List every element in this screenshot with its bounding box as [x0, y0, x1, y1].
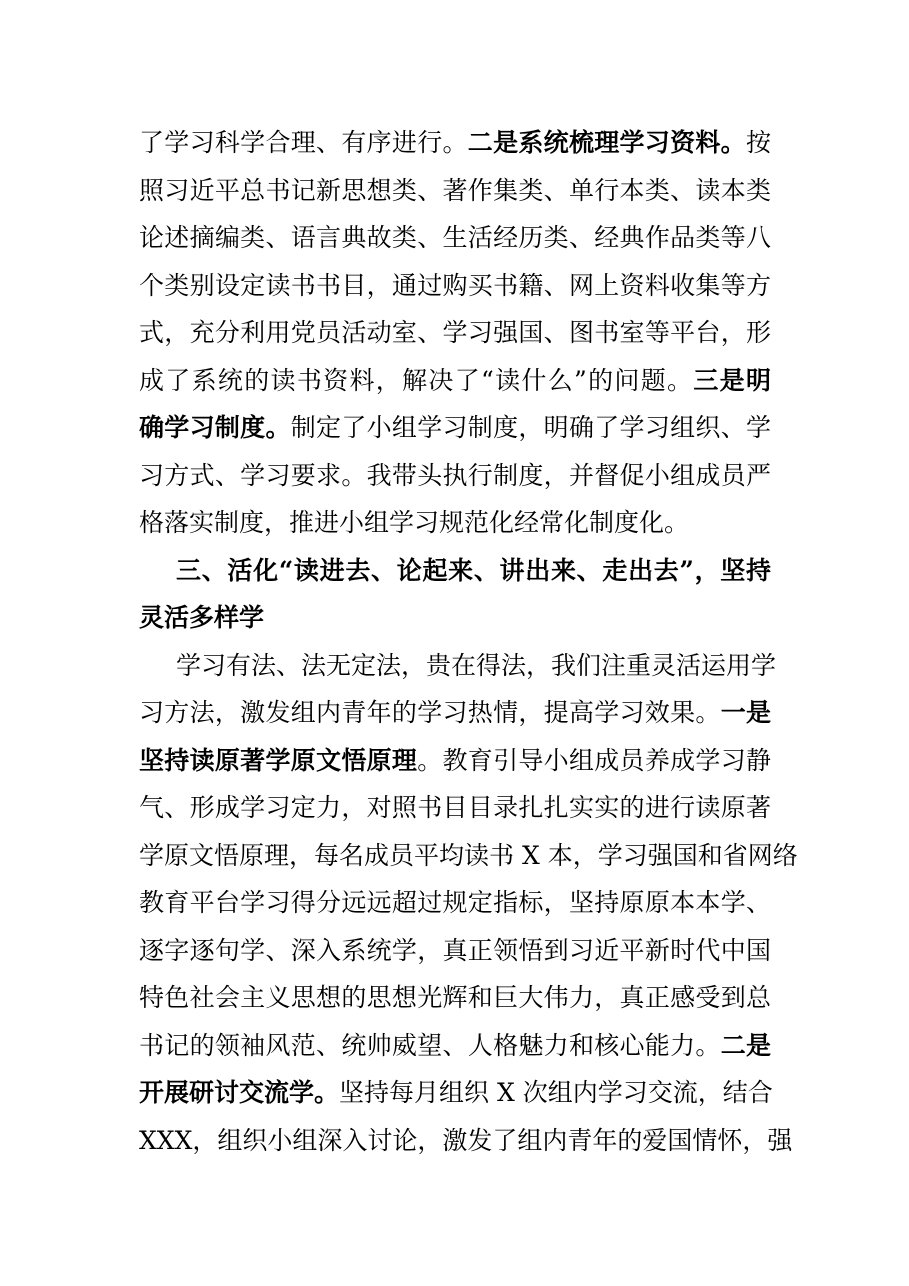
text-line [139, 978, 771, 1018]
text-line [139, 456, 771, 496]
bold-text-segment: 三是明 [693, 366, 771, 395]
text-segment: 按 [745, 128, 771, 157]
text-line [139, 313, 771, 353]
bold-text-segment: 二是系统梳理学习资料。 [467, 128, 746, 157]
text-line [139, 1026, 771, 1066]
text-line [139, 883, 771, 923]
text-segment: 习方法，激发组内青年的学习热情，提高学习效果。 [139, 698, 721, 727]
text-line [139, 171, 771, 211]
text-line [139, 931, 771, 971]
bold-text-segment: 坚持读原著学原文悟原理 [139, 746, 418, 775]
bold-text-segment: 开展研讨交流学。 [139, 1078, 340, 1107]
text-line [139, 1121, 793, 1161]
bold-text-segment: 灵活多样学 [139, 603, 265, 632]
text-segment: 。教育引导小组成员养成学习静 [417, 746, 771, 775]
text-segment: 特色社会主义思想的思想光辉和巨大伟力，真正感受到总 [139, 983, 771, 1012]
text-segment: 学习有法、法无定法，贵在得法，我们注重灵活运用学 [176, 651, 777, 680]
text-segment: 习方式、学习要求。我带头执行制度，并督促小组成员严 [139, 461, 771, 490]
text-line [139, 693, 771, 733]
text-segment: 学原文悟原理，每名成员平均读书 X 本，学习强国和省网络 [139, 841, 798, 870]
text-segment: 教育平台学习得分远远超过规定指标，坚持原原本本学、 [139, 888, 771, 917]
text-line [139, 408, 771, 448]
bold-text-segment: 一是 [720, 698, 771, 727]
text-segment: 气、形成学习定力，对照书目目录扎扎实实的进行读原著 [139, 793, 771, 822]
bold-text-segment: 确学习制度。 [139, 413, 291, 442]
text-segment: 逐字逐句学、深入系统学，真正领悟到习近平新时代中国 [139, 936, 771, 965]
text-line [139, 1073, 771, 1113]
text-line [139, 266, 771, 306]
text-line [139, 361, 771, 401]
text-segment: 格落实制度，推进小组学习规范化经常化制度化。 [139, 508, 690, 537]
text-line [139, 741, 771, 781]
text-line [139, 598, 771, 638]
text-segment: 制定了小组学习制度，明确了学习组织、学 [290, 413, 771, 442]
text-segment: 式，充分利用党员活动室、学习强国、图书室等平台，形 [139, 318, 771, 347]
text-segment: XXX，组织小组深入讨论，激发了组内青年的爱国情怀，强 [139, 1126, 793, 1155]
text-line [139, 123, 771, 163]
text-segment: 坚持每月组织 X 次组内学习交流，结合 [339, 1078, 773, 1107]
text-segment: 书记的领袖风范、统帅威望、人格魅力和核心能力。 [139, 1031, 721, 1060]
text-line [176, 646, 777, 686]
text-segment: 成了系统的读书资料，解决了“读什么”的问题。 [139, 366, 694, 395]
text-line [176, 551, 771, 591]
text-segment: 照习近平总书记新思想类、著作集类、单行本类、读本类 [139, 176, 771, 205]
bold-text-segment: 三、活化“读进去、论起来、讲出来、走出去”，坚持 [176, 556, 771, 585]
text-segment: 论述摘编类、语言典故类、生活经历类、经典作品类等八 [139, 223, 771, 252]
text-segment: 了学习科学合理、有序进行。 [139, 128, 468, 157]
text-line [139, 836, 798, 876]
text-segment: 个类别设定读书书目，通过购买书籍、网上资料收集等方 [139, 271, 771, 300]
text-line [139, 503, 771, 543]
text-line [139, 218, 771, 258]
bold-text-segment: 二是 [720, 1031, 771, 1060]
text-line [139, 788, 771, 828]
